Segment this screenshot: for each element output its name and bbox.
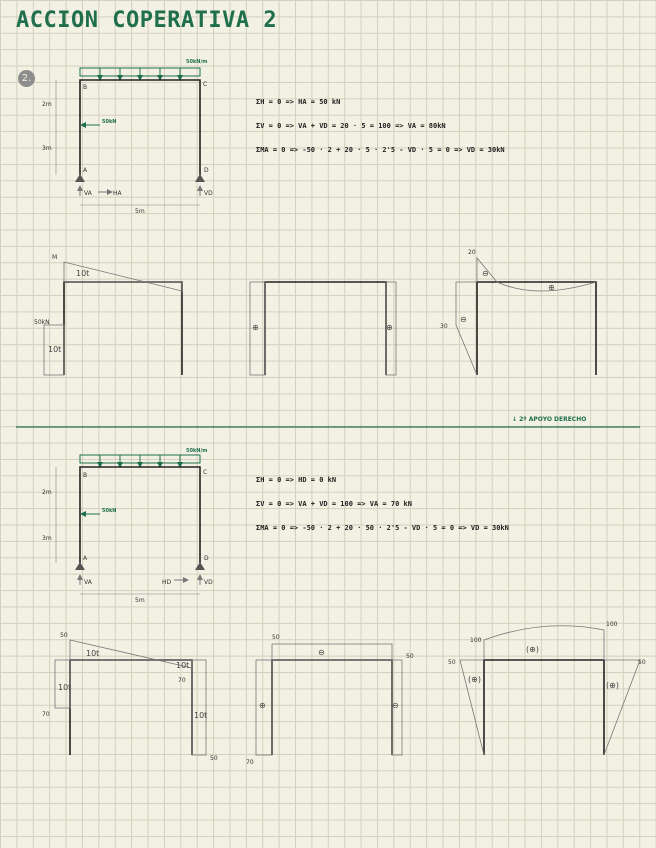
equation-2-2: ΣV = 0 => VA + VD = 100 => VA = 70 kN	[256, 500, 412, 508]
equation-2-1: ΣH = 0 => HD = 0 kN	[256, 476, 337, 484]
shear-left-sign: ⊕	[252, 323, 259, 332]
node-b-label: B	[83, 84, 88, 91]
axial-column-sign: ⊖	[460, 315, 467, 324]
dim-2m: 2m	[42, 101, 52, 108]
point-load-label-2: 50kN	[102, 508, 117, 514]
span-label: 5m	[135, 208, 145, 215]
moment-diagram-2	[42, 632, 218, 762]
pin-support-d	[195, 174, 205, 182]
moment-left-value: 50kN	[34, 319, 50, 326]
frame-diagram-1	[42, 59, 213, 215]
v2-right-value: 50	[638, 659, 646, 666]
equation-1-1: ΣH = 0 => HA = 50 kN	[256, 98, 341, 106]
n2-top-value: 50	[272, 634, 280, 641]
moment-m-label: M	[52, 254, 58, 261]
axial-side-value: 30	[440, 323, 448, 330]
axial-beam-sign: ⊕	[548, 283, 555, 292]
axial-diagram-2	[448, 621, 646, 755]
node-c-label: C	[203, 81, 208, 88]
m2-left-sign: 10t	[58, 683, 72, 692]
reaction-ha-label: HA	[113, 190, 122, 197]
m2-right-value: 50	[210, 755, 218, 762]
exercise-number-badge: 2.	[18, 70, 35, 87]
shear-right-sign: ⊕	[386, 323, 393, 332]
axial-diagram-1	[440, 249, 596, 375]
reaction-va-label-2: VA	[84, 579, 92, 586]
v2-left-sign: (⊕)	[468, 675, 481, 684]
point-load-label: 50kN	[102, 119, 117, 125]
divider-note: ↓ 2º APOYO DERECHO	[512, 416, 587, 423]
moment-top-sign: 10t	[76, 269, 90, 278]
distributed-load-label-2: 50kN/m	[186, 448, 208, 454]
reaction-vd-label: VD	[204, 190, 213, 197]
n2-top-sign: ⊖	[318, 648, 325, 657]
m2-top-value: 50	[60, 632, 68, 639]
node-c-label-2: C	[203, 469, 208, 476]
pin-support-a	[75, 174, 85, 182]
equation-2-3: ΣMA = 0 => -50 · 2 + 20 · 50 · 2'5 - VD · 5 = 0 => VD = 30kN	[256, 524, 509, 532]
node-b-label-2: B	[83, 472, 88, 479]
m2-right-sign: 10t	[176, 661, 190, 670]
shear-diagram-1	[250, 282, 396, 375]
dim-2m-2: 2m	[42, 489, 52, 496]
m2-top-sign: 10t	[86, 649, 100, 658]
span-label-2: 5m	[135, 597, 145, 604]
distributed-load-label: 50kN/m	[186, 59, 208, 65]
equation-1-3: ΣMA = 0 => -50 · 2 + 20 · 5 · 2'5 - VD · 5 = 0 => VD = 30kN	[256, 146, 505, 154]
axial-top-sign: ⊖	[482, 269, 489, 278]
n2-bottom-value: 70	[246, 759, 254, 766]
node-d-label: D	[204, 167, 209, 174]
dim-3m-2: 3m	[42, 535, 52, 542]
m2-left-value: 70	[42, 711, 50, 718]
n2-right-sign: ⊖	[392, 701, 399, 710]
node-a-label-2: A	[83, 555, 88, 562]
node-a-label: A	[83, 167, 88, 174]
reaction-vd-label-2: VD	[204, 579, 213, 586]
m2-column-sign: 10t	[194, 711, 208, 720]
v2-top-left: 100	[470, 637, 482, 644]
moment-diagram-1	[34, 254, 182, 375]
reaction-hd-label-2: HD	[162, 579, 172, 586]
shear-diagram-2	[246, 634, 414, 766]
moment-left-sign: 10t	[48, 345, 62, 354]
frame-members	[80, 80, 200, 175]
n2-right-value: 50	[406, 653, 414, 660]
v2-top-right: 100	[606, 621, 618, 628]
reaction-va-label: VA	[84, 190, 92, 197]
frame-diagram-2	[42, 448, 213, 604]
equation-1-2: ΣV = 0 => VA + VD = 20 · 5 = 100 => VA = 80kN	[256, 122, 446, 130]
axial-top-value: 20	[468, 249, 476, 256]
v2-top-sign: (⊕)	[526, 645, 539, 654]
v2-right-sign: (⊕)	[606, 681, 619, 690]
m2-right-small: 70	[178, 677, 186, 684]
dim-3m: 3m	[42, 145, 52, 152]
page-title: ACCION COPERATIVA 2	[16, 8, 278, 33]
node-d-label-2: D	[204, 555, 209, 562]
n2-left-sign: ⊕	[259, 701, 266, 710]
v2-left-value: 50	[448, 659, 456, 666]
